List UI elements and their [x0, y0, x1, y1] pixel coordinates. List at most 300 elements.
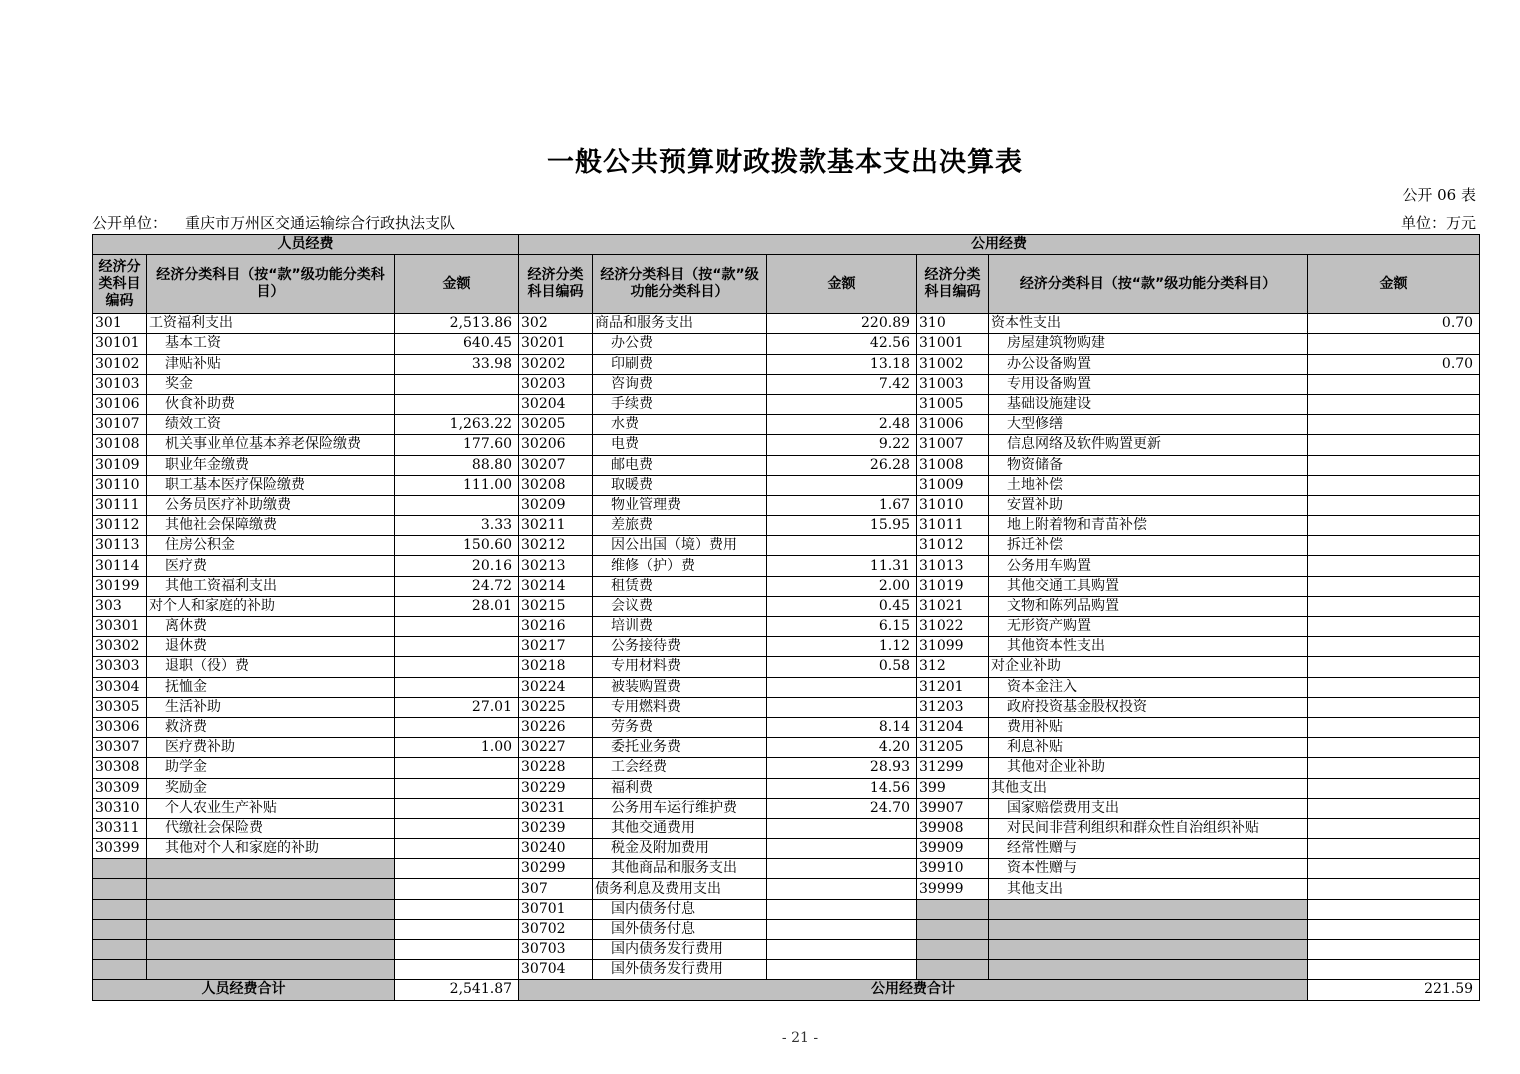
code-cell: 31203	[917, 697, 989, 717]
code-cell: 31003	[917, 374, 989, 394]
name-cell	[147, 879, 395, 899]
name-cell: 劳务费	[593, 717, 767, 737]
name-cell: 取暖费	[593, 475, 767, 495]
code-cell: 30110	[93, 475, 147, 495]
amount-cell: 88.80	[395, 455, 519, 475]
amount-cell: 28.01	[395, 596, 519, 616]
table-row	[93, 818, 1480, 838]
code-cell: 39909	[917, 839, 989, 859]
table-body	[93, 314, 1480, 980]
code-cell: 39907	[917, 798, 989, 818]
amount-cell	[395, 818, 519, 838]
name-cell: 国家赔偿费用支出	[989, 798, 1308, 818]
name-cell	[147, 960, 395, 980]
code-cell: 31002	[917, 354, 989, 374]
amount-cell	[767, 879, 917, 899]
amount-cell	[1308, 516, 1480, 536]
amount-cell	[1308, 617, 1480, 637]
public-header: 公用经费	[519, 235, 1480, 255]
table-row	[93, 919, 1480, 939]
amount-cell: 7.42	[767, 374, 917, 394]
code-cell: 30225	[519, 697, 593, 717]
code-cell	[93, 879, 147, 899]
name-cell: 办公费	[593, 334, 767, 354]
amount-cell: 26.28	[767, 455, 917, 475]
code-cell: 30203	[519, 374, 593, 394]
table-row	[93, 899, 1480, 919]
name-cell: 工会经费	[593, 758, 767, 778]
code-cell: 30240	[519, 839, 593, 859]
table-row	[93, 859, 1480, 879]
name-cell: 对民间非营利组织和群众性自治组织补贴	[989, 818, 1308, 838]
amount-cell	[395, 677, 519, 697]
code-cell: 31299	[917, 758, 989, 778]
amount-cell	[1308, 758, 1480, 778]
code-cell: 30227	[519, 738, 593, 758]
name-cell: 津贴补贴	[147, 354, 395, 374]
code-cell: 30106	[93, 394, 147, 414]
name-cell: 邮电费	[593, 455, 767, 475]
org-name: 重庆市万州区交通运输综合行政执法支队	[185, 214, 456, 232]
amount-cell	[395, 919, 519, 939]
col-header-name: 经济分类科目（按“款”级功能分类科目）	[989, 255, 1308, 314]
name-cell: 医疗费	[147, 556, 395, 576]
col-header-code: 经济分类科目编码	[93, 255, 147, 314]
amount-cell	[1308, 940, 1480, 960]
code-cell	[917, 940, 989, 960]
table-row	[93, 334, 1480, 354]
totals-row	[93, 980, 1480, 1000]
amount-cell	[1308, 536, 1480, 556]
amount-cell: 0.70	[1308, 354, 1480, 374]
code-cell: 30310	[93, 798, 147, 818]
name-cell: 救济费	[147, 717, 395, 737]
code-cell: 30211	[519, 516, 593, 536]
amount-cell: 0.58	[767, 657, 917, 677]
name-cell: 差旅费	[593, 516, 767, 536]
table-row	[93, 415, 1480, 435]
code-cell: 31008	[917, 455, 989, 475]
name-cell: 其他对个人和家庭的补助	[147, 839, 395, 859]
code-cell: 30214	[519, 576, 593, 596]
expenditure-table	[92, 234, 1480, 1001]
code-cell: 31205	[917, 738, 989, 758]
code-cell: 30111	[93, 495, 147, 515]
name-cell: 公务员医疗补助缴费	[147, 495, 395, 515]
code-cell: 31012	[917, 536, 989, 556]
name-cell: 专用燃料费	[593, 697, 767, 717]
amount-cell: 1,263.22	[395, 415, 519, 435]
amount-cell	[395, 859, 519, 879]
code-cell: 30701	[519, 899, 593, 919]
code-cell: 399	[917, 778, 989, 798]
amount-cell: 177.60	[395, 435, 519, 455]
amount-cell	[1308, 435, 1480, 455]
name-cell: 其他资本性支出	[989, 637, 1308, 657]
amount-cell: 24.72	[395, 576, 519, 596]
amount-cell: 24.70	[767, 798, 917, 818]
name-cell: 奖金	[147, 374, 395, 394]
name-cell: 大型修缮	[989, 415, 1308, 435]
name-cell: 医疗费补助	[147, 738, 395, 758]
code-cell: 30103	[93, 374, 147, 394]
code-cell: 30231	[519, 798, 593, 818]
code-cell	[93, 899, 147, 919]
personnel-total-label: 人员经费合计	[93, 980, 395, 1000]
code-cell: 30304	[93, 677, 147, 697]
amount-cell: 8.14	[767, 717, 917, 737]
table-row	[93, 516, 1480, 536]
code-cell: 30199	[93, 576, 147, 596]
table-row	[93, 394, 1480, 414]
code-cell: 31019	[917, 576, 989, 596]
code-cell: 30218	[519, 657, 593, 677]
code-cell: 30228	[519, 758, 593, 778]
amount-cell: 220.89	[767, 314, 917, 334]
code-cell: 39910	[917, 859, 989, 879]
code-cell: 30208	[519, 475, 593, 495]
code-cell: 30109	[93, 455, 147, 475]
code-cell: 30204	[519, 394, 593, 414]
code-cell: 30202	[519, 354, 593, 374]
table-row	[93, 455, 1480, 475]
amount-cell	[767, 394, 917, 414]
name-cell: 国外债务发行费用	[593, 960, 767, 980]
code-cell: 30206	[519, 435, 593, 455]
name-cell: 被装购置费	[593, 677, 767, 697]
amount-cell: 1.00	[395, 738, 519, 758]
name-cell: 住房公积金	[147, 536, 395, 556]
amount-cell	[1308, 738, 1480, 758]
name-cell: 地上附着物和青苗补偿	[989, 516, 1308, 536]
name-cell: 土地补偿	[989, 475, 1308, 495]
code-cell: 301	[93, 314, 147, 334]
amount-cell	[1308, 839, 1480, 859]
name-cell: 退职（役）费	[147, 657, 395, 677]
name-cell: 培训费	[593, 617, 767, 637]
code-cell: 31005	[917, 394, 989, 414]
amount-cell	[767, 919, 917, 939]
code-cell: 30114	[93, 556, 147, 576]
table-row	[93, 596, 1480, 616]
table-row	[93, 314, 1480, 334]
name-cell: 国外债务付息	[593, 919, 767, 939]
amount-cell	[767, 818, 917, 838]
name-cell: 电费	[593, 435, 767, 455]
name-cell: 办公设备购置	[989, 354, 1308, 374]
public-total-label: 公用经费合计	[519, 980, 1308, 1000]
table-row	[93, 536, 1480, 556]
code-cell: 30308	[93, 758, 147, 778]
amount-cell	[767, 899, 917, 919]
amount-cell: 0.70	[1308, 314, 1480, 334]
name-cell: 会议费	[593, 596, 767, 616]
page-title: 一般公共预算财政拨款基本支出决算表	[547, 147, 1023, 178]
table-row	[93, 617, 1480, 637]
amount-cell	[395, 394, 519, 414]
amount-cell	[1308, 657, 1480, 677]
code-cell: 30213	[519, 556, 593, 576]
col-header-code: 经济分类科目编码	[519, 255, 593, 314]
code-cell: 30224	[519, 677, 593, 697]
code-cell: 31013	[917, 556, 989, 576]
col-header-amount: 金额	[767, 255, 917, 314]
name-cell: 手续费	[593, 394, 767, 414]
amount-cell: 13.18	[767, 354, 917, 374]
table-row	[93, 960, 1480, 980]
name-cell: 助学金	[147, 758, 395, 778]
page-number: - 21 -	[781, 1030, 819, 1046]
name-cell: 对个人和家庭的补助	[147, 596, 395, 616]
amount-cell: 1.67	[767, 495, 917, 515]
amount-cell: 4.20	[767, 738, 917, 758]
name-cell: 利息补贴	[989, 738, 1308, 758]
name-cell: 商品和服务支出	[593, 314, 767, 334]
code-cell: 31021	[917, 596, 989, 616]
code-cell: 31022	[917, 617, 989, 637]
name-cell: 房屋建筑物购建	[989, 334, 1308, 354]
amount-cell	[767, 859, 917, 879]
code-cell	[93, 940, 147, 960]
table-row	[93, 657, 1480, 677]
amount-cell	[767, 960, 917, 980]
name-cell: 咨询费	[593, 374, 767, 394]
code-cell	[93, 919, 147, 939]
col-header-name: 经济分类科目（按“款”级功能分类科目）	[593, 255, 767, 314]
name-cell: 因公出国（境）费用	[593, 536, 767, 556]
code-cell: 30102	[93, 354, 147, 374]
code-cell: 31010	[917, 495, 989, 515]
name-cell: 基本工资	[147, 334, 395, 354]
table-row	[93, 435, 1480, 455]
name-cell: 机关事业单位基本养老保险缴费	[147, 435, 395, 455]
name-cell	[147, 859, 395, 879]
amount-cell: 6.15	[767, 617, 917, 637]
name-cell	[147, 940, 395, 960]
name-cell	[989, 919, 1308, 939]
amount-cell	[767, 475, 917, 495]
name-cell: 公务接待费	[593, 637, 767, 657]
amount-cell	[1308, 818, 1480, 838]
code-cell: 30201	[519, 334, 593, 354]
amount-cell	[1308, 677, 1480, 697]
code-cell: 30703	[519, 940, 593, 960]
amount-cell	[395, 940, 519, 960]
code-cell: 31011	[917, 516, 989, 536]
table-row	[93, 576, 1480, 596]
amount-cell: 11.31	[767, 556, 917, 576]
amount-cell	[1308, 334, 1480, 354]
amount-cell: 28.93	[767, 758, 917, 778]
table-row	[93, 354, 1480, 374]
amount-cell	[1308, 394, 1480, 414]
name-cell: 经常性赠与	[989, 839, 1308, 859]
table-row	[93, 940, 1480, 960]
amount-cell	[1308, 899, 1480, 919]
name-cell: 水费	[593, 415, 767, 435]
column-header-row	[93, 255, 1480, 314]
name-cell: 政府投资基金股权投资	[989, 697, 1308, 717]
group-header-row	[93, 235, 1480, 255]
table-row	[93, 839, 1480, 859]
public-total-value: 221.59	[1308, 980, 1480, 1000]
code-cell: 30301	[93, 617, 147, 637]
table-row	[93, 738, 1480, 758]
name-cell: 安置补助	[989, 495, 1308, 515]
amount-cell	[767, 839, 917, 859]
name-cell: 奖励金	[147, 778, 395, 798]
amount-cell	[395, 617, 519, 637]
amount-cell	[1308, 374, 1480, 394]
code-cell: 39908	[917, 818, 989, 838]
amount-cell: 14.56	[767, 778, 917, 798]
code-cell: 30307	[93, 738, 147, 758]
amount-cell	[1308, 455, 1480, 475]
name-cell: 其他支出	[989, 879, 1308, 899]
code-cell: 30215	[519, 596, 593, 616]
table-row	[93, 879, 1480, 899]
name-cell	[147, 899, 395, 919]
amount-cell	[395, 839, 519, 859]
code-cell: 30205	[519, 415, 593, 435]
amount-cell	[767, 536, 917, 556]
amount-cell	[395, 637, 519, 657]
amount-cell	[767, 697, 917, 717]
name-cell: 信息网络及软件购置更新	[989, 435, 1308, 455]
org-label: 公开单位：	[92, 214, 168, 232]
amount-cell	[395, 778, 519, 798]
name-cell: 公务用车购置	[989, 556, 1308, 576]
code-cell: 30101	[93, 334, 147, 354]
name-cell: 国内债务付息	[593, 899, 767, 919]
code-cell: 312	[917, 657, 989, 677]
code-cell: 30113	[93, 536, 147, 556]
amount-cell	[1308, 556, 1480, 576]
name-cell: 个人农业生产补贴	[147, 798, 395, 818]
name-cell: 福利费	[593, 778, 767, 798]
name-cell: 代缴社会保险费	[147, 818, 395, 838]
col-header-amount: 金额	[1308, 255, 1480, 314]
code-cell: 30226	[519, 717, 593, 737]
name-cell: 税金及附加费用	[593, 839, 767, 859]
code-cell	[93, 960, 147, 980]
amount-cell	[1308, 415, 1480, 435]
amount-cell: 9.22	[767, 435, 917, 455]
code-cell: 30209	[519, 495, 593, 515]
personnel-header: 人员经费	[93, 235, 519, 255]
name-cell: 其他交通费用	[593, 818, 767, 838]
code-cell: 310	[917, 314, 989, 334]
amount-cell	[395, 879, 519, 899]
amount-cell: 3.33	[395, 516, 519, 536]
code-cell: 39999	[917, 879, 989, 899]
code-cell: 31007	[917, 435, 989, 455]
amount-cell	[1308, 495, 1480, 515]
amount-cell	[395, 717, 519, 737]
name-cell: 退休费	[147, 637, 395, 657]
name-cell: 资本金注入	[989, 677, 1308, 697]
amount-cell: 1.12	[767, 637, 917, 657]
table-row	[93, 556, 1480, 576]
amount-cell	[395, 657, 519, 677]
code-cell	[93, 859, 147, 879]
code-cell: 303	[93, 596, 147, 616]
name-cell: 国内债务发行费用	[593, 940, 767, 960]
amount-cell: 20.16	[395, 556, 519, 576]
name-cell: 其他支出	[989, 778, 1308, 798]
code-cell: 307	[519, 879, 593, 899]
table-row	[93, 697, 1480, 717]
name-cell: 基础设施建设	[989, 394, 1308, 414]
name-cell: 公务用车运行维护费	[593, 798, 767, 818]
name-cell: 绩效工资	[147, 415, 395, 435]
code-cell: 31001	[917, 334, 989, 354]
code-cell: 30212	[519, 536, 593, 556]
code-cell	[917, 960, 989, 980]
table-row	[93, 758, 1480, 778]
amount-cell	[395, 495, 519, 515]
name-cell: 专用材料费	[593, 657, 767, 677]
name-cell: 拆迁补偿	[989, 536, 1308, 556]
col-header-code: 经济分类科目编码	[917, 255, 989, 314]
name-cell: 资本性支出	[989, 314, 1308, 334]
name-cell: 抚恤金	[147, 677, 395, 697]
code-cell: 302	[519, 314, 593, 334]
table-row	[93, 475, 1480, 495]
amount-cell	[767, 677, 917, 697]
name-cell: 委托业务费	[593, 738, 767, 758]
amount-cell	[395, 758, 519, 778]
name-cell: 租赁费	[593, 576, 767, 596]
code-cell: 31006	[917, 415, 989, 435]
code-cell: 30704	[519, 960, 593, 980]
amount-cell	[1308, 475, 1480, 495]
name-cell	[989, 940, 1308, 960]
name-cell	[989, 899, 1308, 919]
amount-cell: 27.01	[395, 697, 519, 717]
name-cell: 伙食补助费	[147, 394, 395, 414]
code-cell: 30239	[519, 818, 593, 838]
amount-cell	[395, 899, 519, 919]
name-cell: 专用设备购置	[989, 374, 1308, 394]
name-cell	[147, 919, 395, 939]
table-row	[93, 637, 1480, 657]
amount-cell	[1308, 798, 1480, 818]
amount-cell	[1308, 960, 1480, 980]
amount-cell	[1308, 879, 1480, 899]
amount-cell: 33.98	[395, 354, 519, 374]
name-cell: 物资储备	[989, 455, 1308, 475]
code-cell: 31099	[917, 637, 989, 657]
name-cell: 印刷费	[593, 354, 767, 374]
amount-cell: 640.45	[395, 334, 519, 354]
name-cell: 资本性赠与	[989, 859, 1308, 879]
col-header-amount: 金额	[395, 255, 519, 314]
form-number: 公开 06 表	[1402, 186, 1476, 204]
name-cell: 文物和陈列品购置	[989, 596, 1308, 616]
code-cell: 30399	[93, 839, 147, 859]
table-row	[93, 374, 1480, 394]
name-cell: 对企业补助	[989, 657, 1308, 677]
amount-cell: 0.45	[767, 596, 917, 616]
name-cell: 其他对企业补助	[989, 758, 1308, 778]
name-cell: 费用补贴	[989, 717, 1308, 737]
code-cell: 30216	[519, 617, 593, 637]
code-cell: 30299	[519, 859, 593, 879]
code-cell: 30302	[93, 637, 147, 657]
name-cell: 工资福利支出	[147, 314, 395, 334]
code-cell	[917, 899, 989, 919]
